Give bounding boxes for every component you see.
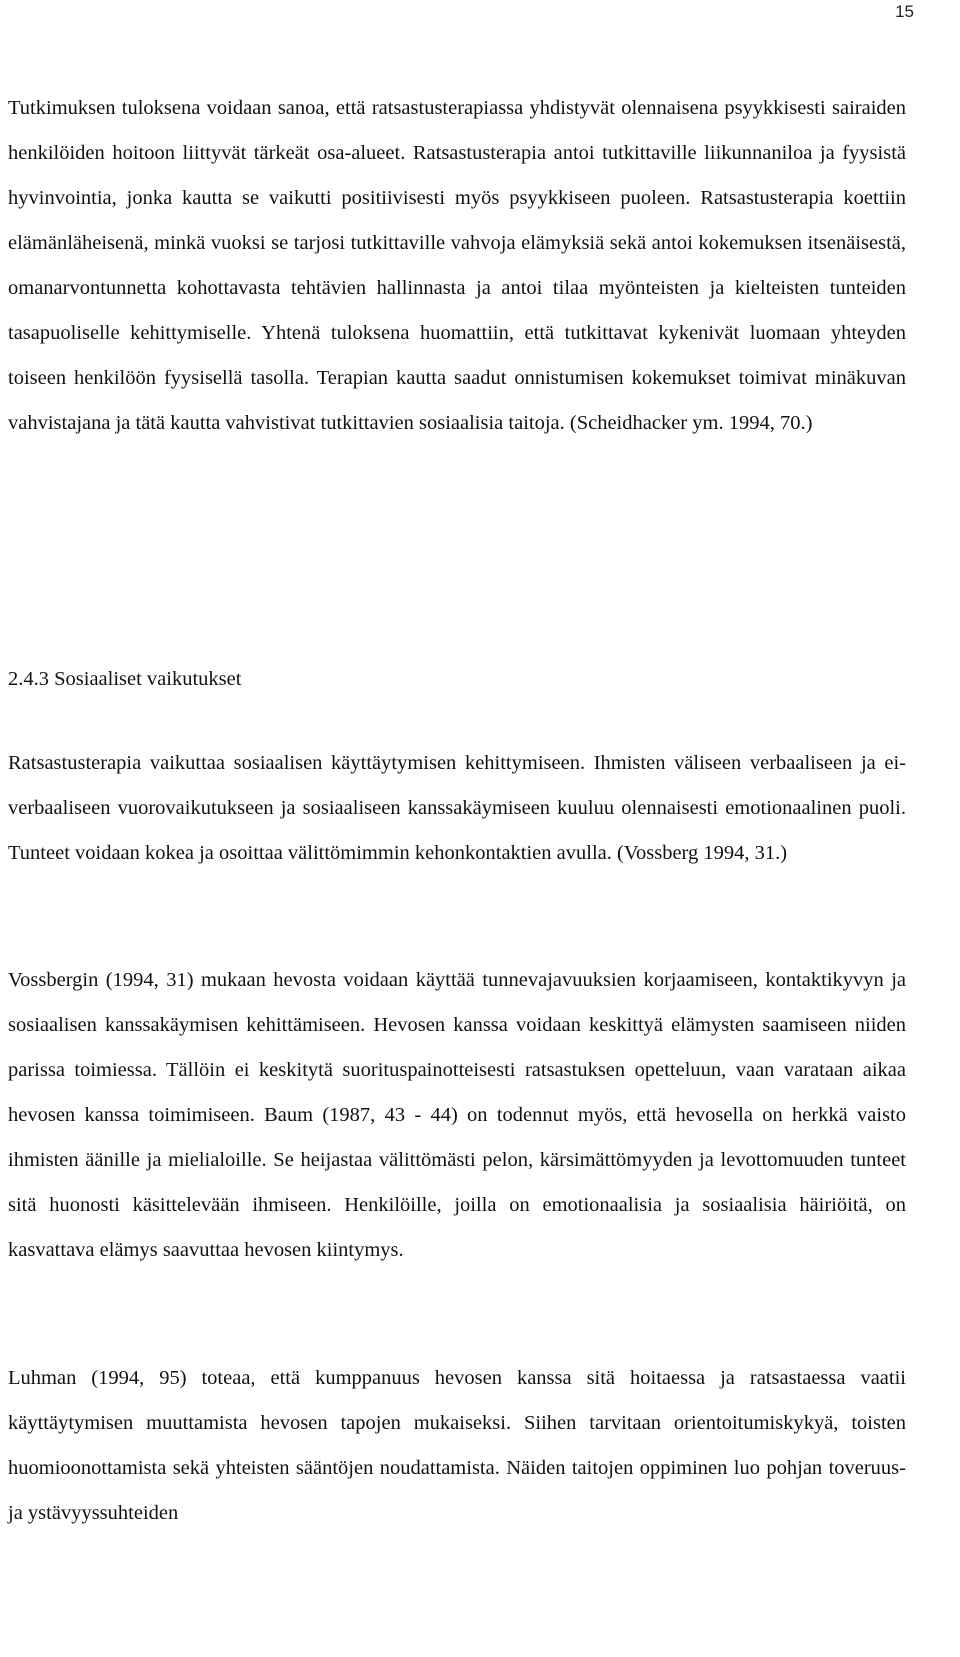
paragraph-social-behaviour: Ratsastusterapia vaikuttaa sosiaalisen käyttäytymisen kehittymiseen. Ihmisten väliseen verbaaliseen ja ei-verbaaliseen vuorovaikutukseen ja sosiaaliseen kanssakäymiseen kuuluu olennaisesti emotionaalinen puoli. Tunteet voidaan kokea ja osoittaa välittömimmin kehonkontaktien avulla. (Vossberg 1994, 31.)	[8, 752, 906, 864]
document-body	[8, 86, 906, 1524]
paragraph-vossberg: Vossbergin (1994, 31) mukaan hevosta voidaan käyttää tunnevajavuuksien korjaamiseen, kontaktikyvyn ja sosiaalisen kanssakäymisen kehittämiseen. Hevosen kanssa voidaan keskittyä elämysten saamiseen niiden parissa toimiessa. Tällöin ei keskitytä suorituspainotteisesti ratsastuksen opetteluun, vaan varataan aikaa hevosen kanssa toimimiseen. Baum (1987, 43 - 44) on todennut myös, että hevosella on herkkä vaisto ihmisten äänille ja mielialoille. Se heijastaa välittömästi pelon, kärsimättömyyden ja levottomuuden tunteet sitä huonosti käsittelevään ihmiseen. Henkilöille, joilla on emotionaalisia ja sosiaalisia häiriöitä, on kasvattava elämys saavuttaa hevosen kiintymys.	[8, 969, 906, 1261]
paragraph-luhman: Luhman (1994, 95) toteaa, että kumppanuus hevosen kanssa sitä hoitaessa ja ratsastaessa vaatii käyttäytymisen muuttamista hevosen tapojen mukaiseksi. Siihen tarvitaan orientoitumiskykyä, toisten huomioonottamista sekä yhteisten sääntöjen noudattamista. Näiden taitojen oppiminen luo pohjan toveruus- ja ystävyyssuhteiden	[8, 1367, 906, 1524]
page-number: 15	[895, 2, 914, 21]
section-heading: 2.4.3 Sosiaaliset vaikutukset	[8, 668, 242, 690]
paragraph-results: Tutkimuksen tuloksena voidaan sanoa, että ratsastusterapiassa yhdistyvät olennaisena psyykkisesti sairaiden henkilöiden hoitoon liittyvät tärkeät osa-alueet. Ratsastusterapia antoi tutkittaville liikunnaniloa ja fyysistä hyvinvointia, jonka kautta se vaikutti positiivisesti myös psyykkiseen puoleen. Ratsastusterapia koettiin elämänläheisenä, minkä vuoksi se tarjosi tutkittaville vahvoja elämyksiä sekä antoi kokemuksen itsenäisestä, omanarvontunnetta kohottavasta tehtävien hallinnasta ja antoi tilaa myönteisten ja kielteisten tunteiden tasapuoliselle kehittymiselle. Yhtenä tuloksena huomattiin, että tutkittavat kykenivät luomaan yhteyden toiseen henkilöön fyysisellä tasolla. Terapian kautta saadut onnistumisen kokemukset toimivat minäkuvan vahvistajana ja tätä kautta vahvistivat tutkittavien sosiaalisia taitoja. (Scheidhacker ym. 1994, 70.)	[8, 97, 906, 434]
